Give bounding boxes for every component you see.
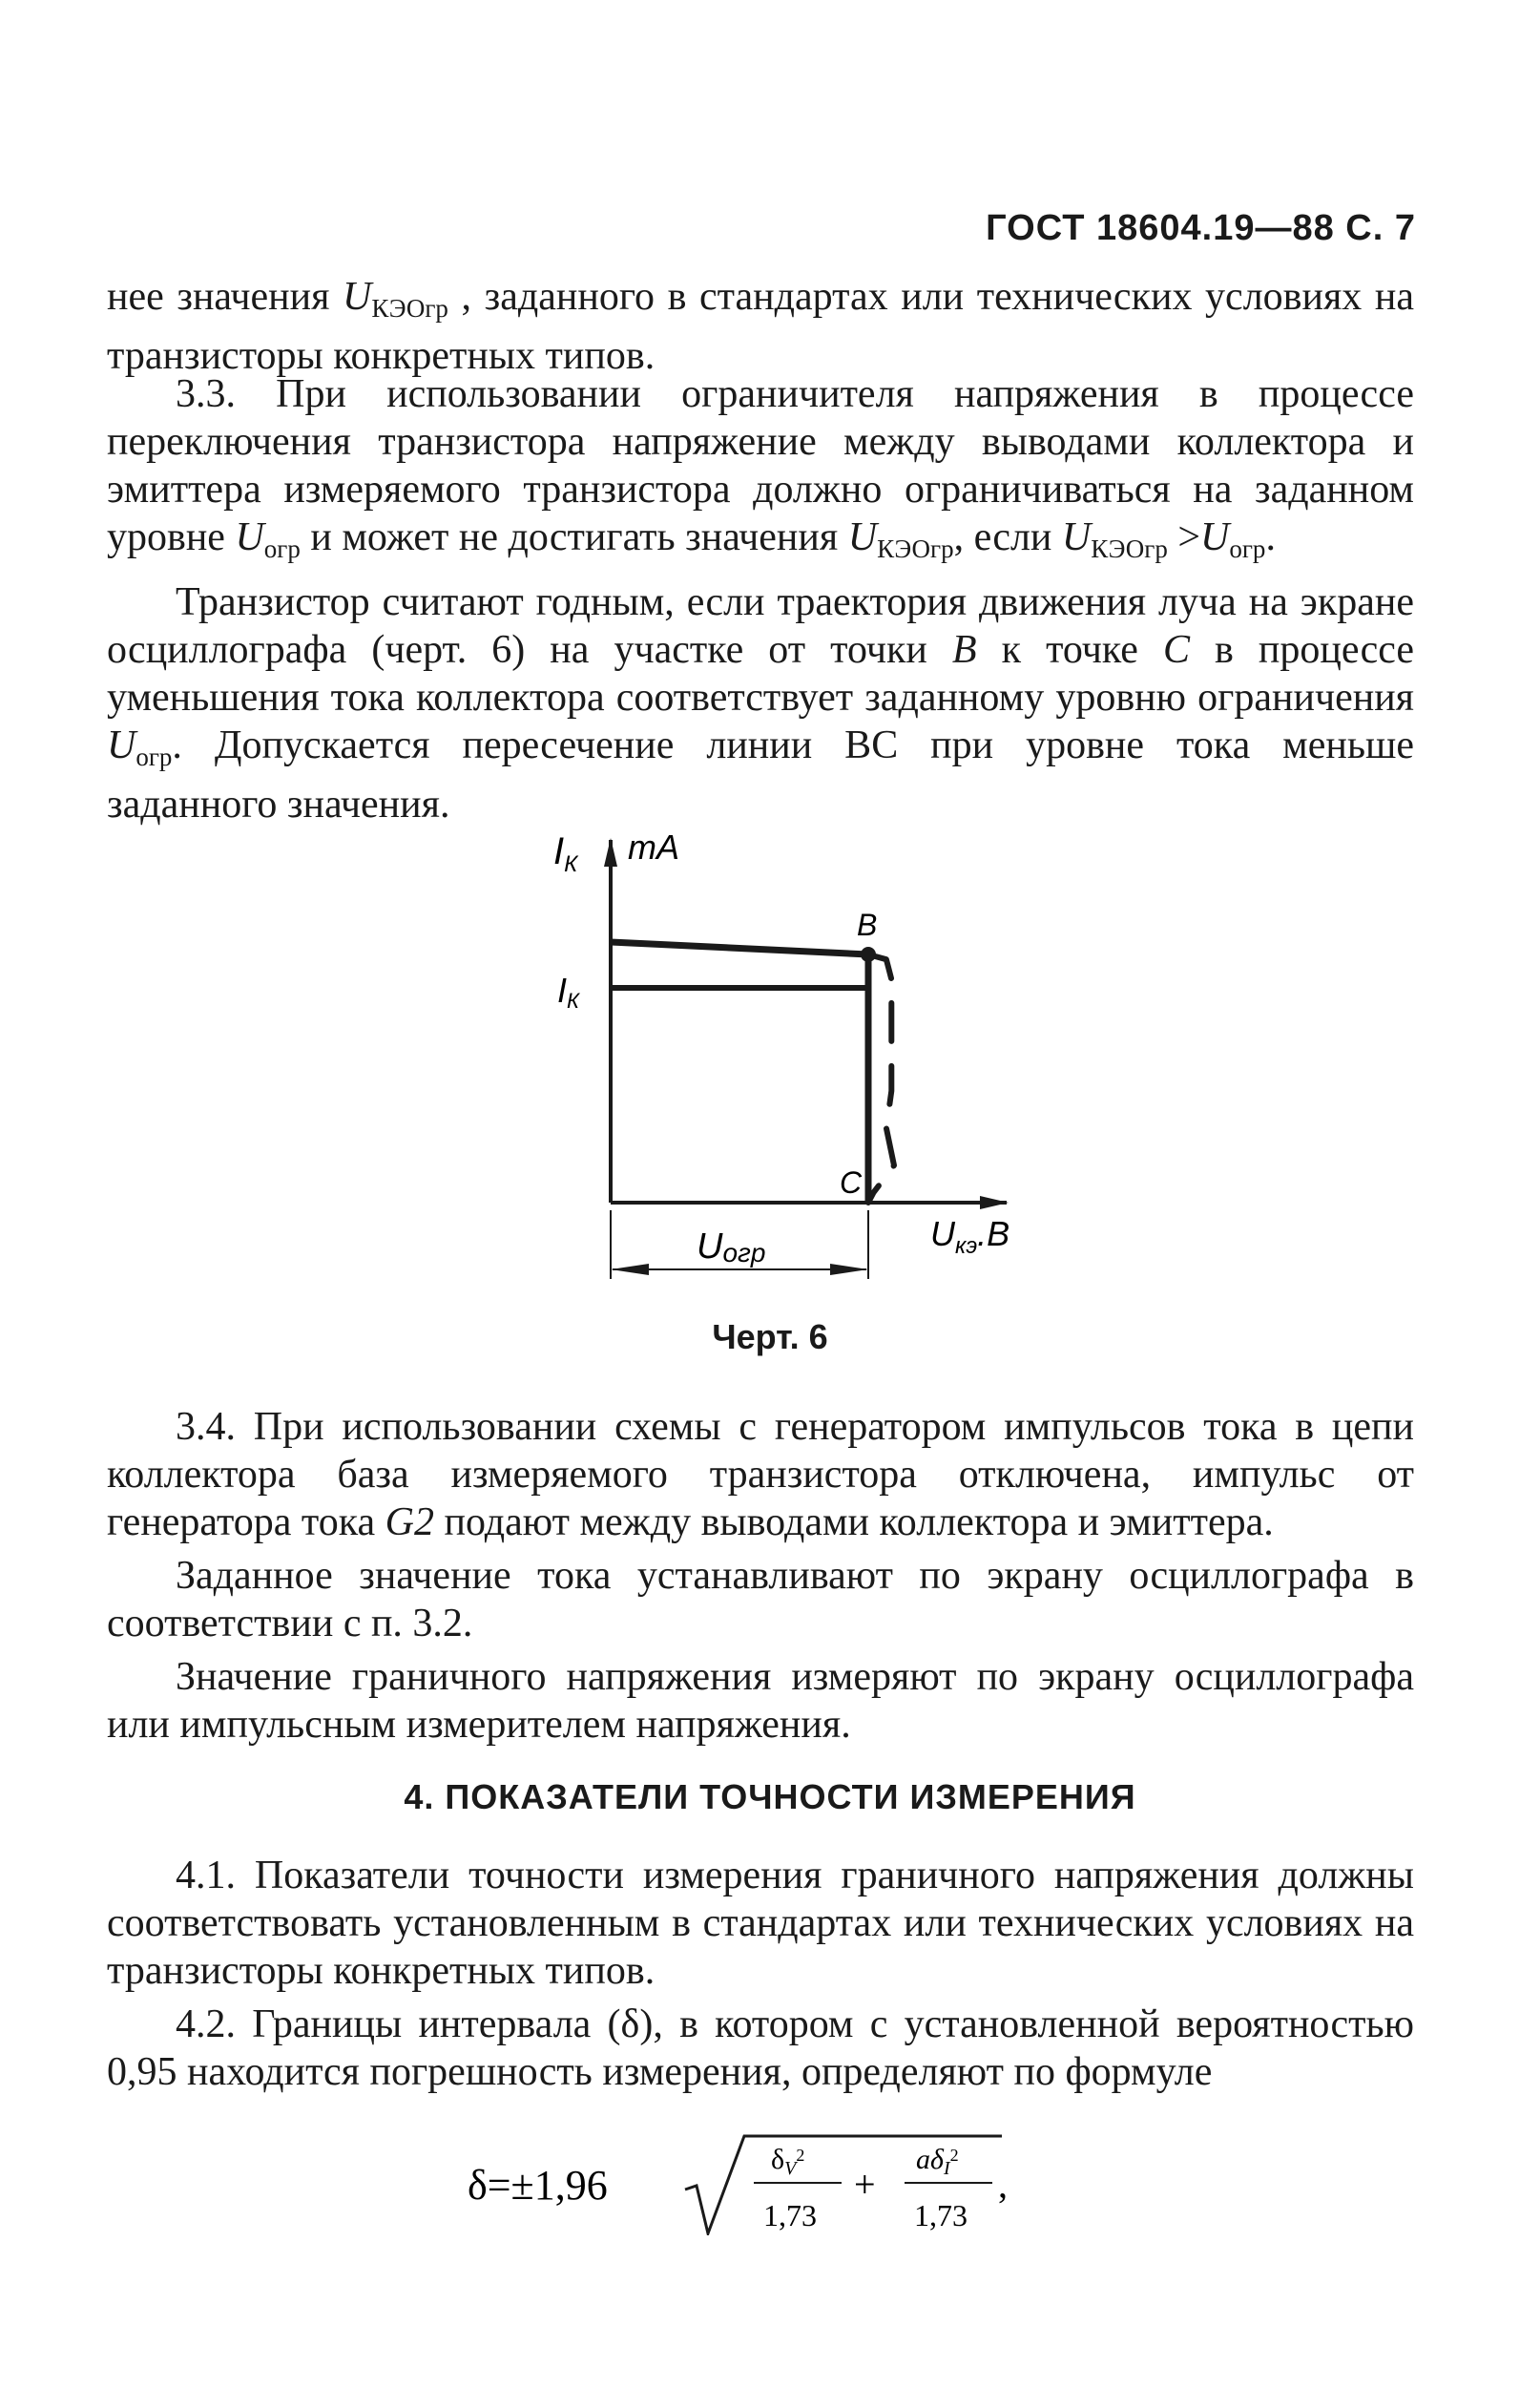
section-4-heading: 4. ПОКАЗАТЕЛИ ТОЧНОСТИ ИЗМЕРЕНИЯ: [404, 1777, 1136, 1816]
symbol-subscript: огр: [135, 743, 173, 771]
trace-return: [868, 954, 894, 1203]
y-axis-unit: mA: [628, 828, 679, 867]
formula-plus: +: [854, 2163, 876, 2206]
paragraph-4-1: 4.1. Показатели точности измерения граничного напряжения должны соответствовать установленным в стандартах или технических условиях на транзисторы конкретных типов.: [107, 1854, 1414, 1993]
figure-caption: Черт. 6: [712, 1317, 828, 1356]
section-4-body: [107, 1852, 1414, 2096]
precision-formula: [468, 2130, 1059, 2235]
fraction-2-numerator: $a\delta_I^2$: [916, 2144, 959, 2179]
formula-lhs: δ=±1,96: [468, 2162, 608, 2209]
text-run: . Допускается пересечение линии ВС при уровне тока меньше заданного значения.: [107, 723, 1414, 827]
point-b-ref: B: [951, 628, 977, 672]
paragraph-4-2: 4.2. Границы интервала (δ), в котором с установленной вероятностью 0,95 находится погрешность измерения, определяют по формуле: [107, 2002, 1414, 2094]
paragraph-3-4-current: Заданное значение тока устанавливают по экрану осциллографа в соответствии с п. 3.2.: [107, 1554, 1414, 1645]
formula-trailing-comma: ,: [998, 2163, 1008, 2206]
page-header: ГОСТ 18604.19—88 С. 7: [986, 208, 1416, 248]
symbol-subscript: КЭОгр: [1091, 534, 1168, 563]
point-c-ref: C: [1162, 628, 1190, 672]
point-b-label: B: [857, 908, 878, 942]
fraction-1-denominator: 1,73: [763, 2198, 817, 2232]
symbol-u: U: [235, 515, 264, 559]
trace-top: [611, 942, 868, 954]
trace-group: [611, 942, 894, 1203]
y-tick-label: IК: [557, 971, 579, 1013]
text-run: подают между выводами коллектора и эмиттера.: [434, 1500, 1274, 1544]
text-run: , заданного в стандартах или технических условиях на транзисторы конкретных типов.: [107, 275, 1414, 378]
paragraph-3-4-voltage: Значение граничного напряжения измеряют по экрану осциллографа или импульсным измерителем напряжения.: [107, 1655, 1414, 1747]
paragraph-3-4: [107, 1403, 1414, 1749]
text-run: Транзистор считают годным, если траектория движения луча на экране осциллографа (черт. 6) на участке от точки: [107, 580, 1414, 672]
fraction-1-numerator: $\delta_V^2$: [771, 2144, 805, 2179]
text-run: и может не достигать значения: [300, 515, 848, 559]
y-axis-label: $I_К$: [553, 830, 578, 877]
symbol-subscript: КЭОгр: [877, 534, 954, 563]
fraction-2-denominator: 1,73: [914, 2198, 968, 2232]
point-c-label: C: [840, 1165, 863, 1200]
text-run: в процессе уменьшения тока коллектора соответствует заданному уровню ограничения: [107, 628, 1415, 720]
generator-ref: G2: [385, 1500, 434, 1544]
text-run: .: [1265, 515, 1276, 559]
symbol-subscript: КЭОгр: [371, 294, 448, 323]
text-run: , если: [953, 515, 1062, 559]
text-run: нее значения: [107, 275, 343, 319]
point-b-marker: [861, 947, 876, 962]
text-run: к точке: [976, 628, 1163, 672]
text-run: >: [1167, 515, 1201, 559]
symbol-subscript: огр: [1229, 534, 1266, 563]
symbol-u: U: [847, 515, 878, 559]
dimension-label: Uогр: [697, 1226, 766, 1268]
text-run: 3.3. При использовании ограничителя напряжения в процессе переключения транзистора напряжение между выводами коллектора и эмиттера измеряемого транзистора должно ограничиваться на заданном уровне: [107, 372, 1414, 559]
symbol-subscript: огр: [263, 534, 301, 563]
text-run: 3.4. При использовании схемы с генератором импульсов тока в цепи коллектора база измеряемого транзистора отключена, импульс от генератора тока: [107, 1405, 1414, 1544]
symbol-u: U: [343, 275, 372, 319]
symbol-u: U: [1200, 515, 1230, 559]
symbol-u: U: [107, 723, 136, 767]
x-axis-label: $U_{кэ}.B$: [930, 1214, 1010, 1259]
symbol-u: U: [1061, 515, 1092, 559]
